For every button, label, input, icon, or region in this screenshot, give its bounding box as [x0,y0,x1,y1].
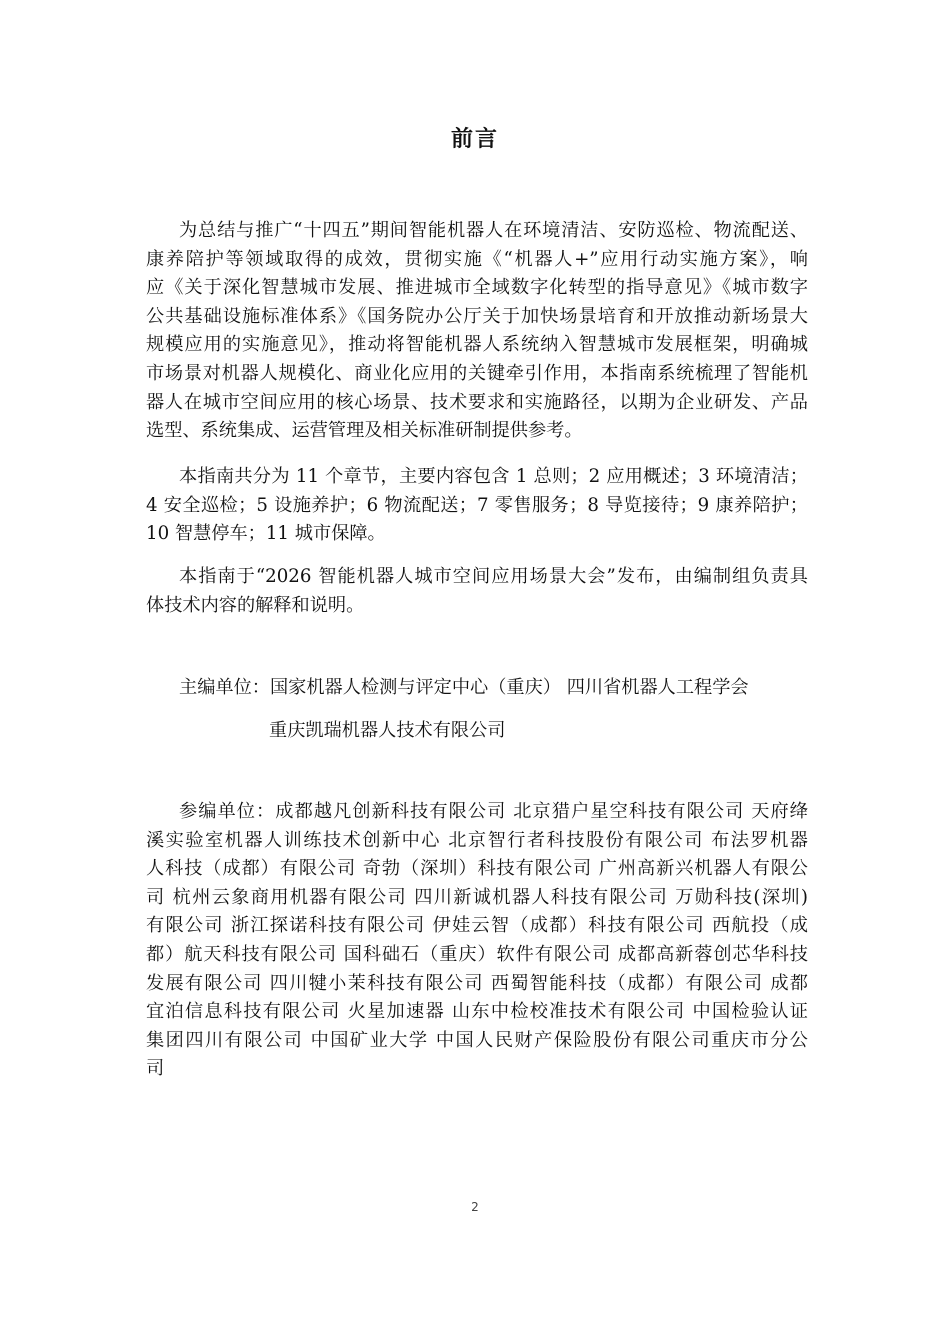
text-line: 宜泊信息科技有限公司 火星加速器 山东中检校准技术有限公司 中国检验认证 [146,1001,808,1023]
text-line: 公共基础设施标准体系》《国务院办公厅关于加快场景培育和开放推动新场景大 [146,305,808,327]
page-title: 前言 [450,127,499,152]
text-line: 选型、系统集成、运营管理及相关标准研制提供参考。 [146,420,583,442]
text-line: 体技术内容的解释和说明。 [146,594,365,616]
text-line: 司 杭州云象商用机器有限公司 四川新诚机器人科技有限公司 万勋科技(深圳) [146,886,808,908]
text-line: 本指南于“2026 智能机器人城市空间应用场景大会”发布，由编制组负责具 [179,566,808,587]
chief-editors-label: 主编单位： [179,677,270,698]
chief-editors-line [179,674,749,702]
text-line: 司 [146,1058,165,1080]
text-line: 集团四川有限公司 中国矿业大学 中国人民财产保险股份有限公司重庆市分公 [146,1029,808,1051]
chief-editors-units: 国家机器人检测与评定中心（重庆） 四川省机器人工程学会 [269,677,749,698]
text-line: 器人在城市空间应用的核心场景、技术要求和实施路径，以期为企业研发、产品 [146,391,808,413]
text-line: 康养陪护等领域取得的成效，贯彻实施《“机器人+”应用行动实施方案》，响 [146,248,808,270]
text-line: 为总结与推广“十四五”期间智能机器人在环境清洁、安防巡检、物流配送、 [179,220,808,241]
text-line: 4 安全巡检；5 设施养护；6 物流配送；7 零售服务；8 导览接待；9 康养陪护； [146,494,808,516]
text-line: 发展有限公司 四川犍小茉科技有限公司 西蜀智能科技（成都）有限公司 成都 [146,972,808,994]
text-line: 10 智慧停车；11 城市保障。 [146,523,386,545]
text-line: 人科技（成都）有限公司 奇勃（深圳）科技有限公司 广州高新兴机器人有限公 [146,858,808,880]
page-number: 2 [471,1200,479,1214]
text-line: 应《关于深化智慧城市发展、推进城市全域数字化转型的指导意见》《城市数字 [146,277,808,299]
chief-editors-line-2: 重庆凯瑞机器人技术有限公司 [269,720,506,741]
intro-paragraph [146,217,808,446]
text-line: 有限公司 浙江探诺科技有限公司 伊娃云智（成都）科技有限公司 西航投（成 [146,915,808,937]
release-paragraph [146,563,808,620]
text-line: 本指南共分为 11 个章节，主要内容包含 1 总则；2 应用概述；3 环境清洁； [179,466,808,487]
text-line: 规模应用的实施意见》，推动将智能机器人系统纳入智慧城市发展框架，明确城 [146,334,808,356]
text-line: 市场景对机器人规模化、商业化应用的关键牵引作用，本指南系统梳理了智能机 [146,362,808,384]
text-line: 溪实验室机器人训练技术创新中心 北京智行者科技股份有限公司 布法罗机器 [146,829,808,851]
co-editors-paragraph [146,798,808,1084]
chapters-paragraph [146,463,808,549]
text-line: 都）航天科技有限公司 国科础石（重庆）软件有限公司 成都高新蓉创芯华科技 [146,943,808,965]
text-line: 参编单位：成都越凡创新科技有限公司 北京猎户星空科技有限公司 天府绛 [179,801,808,822]
